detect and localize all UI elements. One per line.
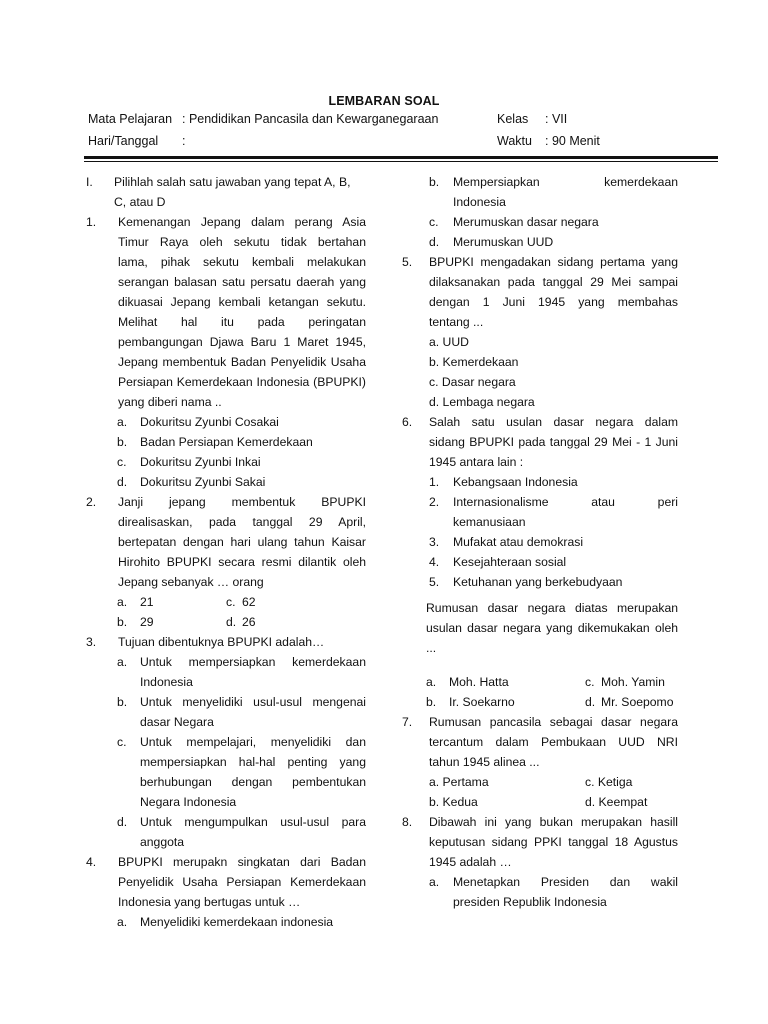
answer-option[interactable]: a. Untuk mempersiapkan kemerdekaan Indonesia (117, 655, 366, 689)
list-item: 2. Internasionalisme atau peri kemanusiaan (429, 495, 678, 529)
question-5: 5. BPUPKI mengadakan sidang pertama yang dilaksanakan pada tanggal 29 Mei sampai dengan 1 Juni 1945 yang membahas tentang ... a. UUD b. Kemerdekaan c. Dasar negara d. Lembaga negara (402, 252, 678, 412)
question-number: 4. (86, 855, 97, 869)
question-7: 7. Rumusan pancasila sebagai dasar negara tercantum dalam Pembukaan UUD NRI tahun 1945 alinea ... a. Pertama c. Ketiga b. Kedua d. Keempat (402, 712, 678, 812)
answer-option[interactable]: a. Dokuritsu Zyunbi Cosakai (117, 415, 279, 429)
question-2: 2. Janji jepang membentuk BPUPKI direalisaskan, pada tanggal 29 April, bertepatan dengan hari ulang tahun Kaisar Hirohito BPUPKI secara resmi dilantik oleh Jepang sebanyak … orang a. 21 c. 62 b. 29 d. 26 (86, 492, 366, 632)
question-8: 8. Dibawah ini yang bukan merupakan hasill keputusan sidang PPKI tanggal 18 Agustus 1945 adalah … a. Menetapkan Presiden dan wakil presiden Republik Indonesia (402, 812, 678, 912)
question-number: 5. (402, 255, 413, 269)
question-number: 1. (86, 215, 97, 229)
answer-option[interactable]: c. Untuk mempelajari, menyelidiki dan mempersiapkan hal-hal penting yang berhubungan dengan pembentukan Negara Indonesia (117, 735, 366, 809)
answer-option[interactable]: b. Mempersiapkan kemerdekaan Indonesia (429, 175, 678, 209)
answer-option-row[interactable]: b. Ir. Soekarno d. Mr. Soepomo (426, 695, 674, 709)
question-number: 8. (402, 815, 413, 829)
answer-option[interactable]: b. Kemerdekaan (429, 355, 519, 369)
answer-option[interactable]: c. Dasar negara (429, 375, 516, 389)
answer-option-row[interactable]: a. Moh. Hatta c. Moh. Yamin (426, 675, 665, 689)
answer-option-row[interactable]: a. Pertama c. Ketiga (429, 775, 633, 789)
subject-label: Mata Pelajaran (88, 112, 173, 126)
left-column (86, 172, 366, 932)
question-4: 4. BPUPKI merupakn singkatan dari Badan Penyelidik Usaha Persiapan Kemerdekaan Indonesia yang bertugas untuk … a. Menyelidiki kemerdekaan indonesia (86, 852, 366, 932)
question-number: 2. (86, 495, 97, 509)
section-number: I. (86, 175, 93, 189)
answer-option-row[interactable]: b. Kedua d. Keempat (429, 795, 648, 809)
question-1: 1. Kemenangan Jepang dalam perang Asia Timur Raya oleh sekutu tidak bertahan lama, pihak sekutu kembali melakukan serangan balasan satu persatu daerah yang dikuasai Jepang kembali ketangan sekutu. Melihat hal itu pada peringatan pembangungan Djawa Baru 1 Maret 1945, Jepang membentuk Badan Penyelidik Usaha Persiapan Kemerdekaan Indonesia (BPUPKI) yang diberi nama .. a. Dokuritsu Zyunbi Cosakai b. Badan Persiapan Kemerdekaan c. Dokuritsu Zyunbi Inkai d. Dokuritsu Zyunbi Sakai (86, 212, 366, 492)
question-4-continued (402, 172, 678, 252)
question-3: 3. Tujuan dibentuknya BPUPKI adalah… a. Untuk mempersiapkan kemerdekaan Indonesia b. Untuk menyelidiki usul-usul mengenai dasar Negara c. Untuk mempelajari, menyelidiki dan mempersiapkan hal-hal penting yang berhubungan dengan pembentukan Negara Indonesia d. Untuk mengumpulkan usul-usul para anggota (86, 632, 366, 852)
date-label: Hari/Tanggal (88, 134, 159, 148)
class-value: : VII (545, 112, 568, 126)
question-number: 3. (86, 635, 97, 649)
answer-option[interactable]: b. Badan Persiapan Kemerdekaan (117, 435, 313, 449)
time-value: : 90 Menit (545, 134, 600, 148)
question-6: 6. Salah satu usulan dasar negara dalam sidang BPUPKI pada tanggal 29 Mei - 1 Juni 1945 antara lain : 1. Kebangsaan Indonesia 2. Internasionalisme atau peri kemanusiaan 3. Mufakat atau demokrasi 4. Kesejahteraan sosial 5. Ketuhanan yang berkebudyaan Rumusan dasar negara diatas merupakan usulan dasar negara yang dikemukakan oleh ... a. Moh. Hatta c. Moh. Yamin b. Ir. Soekarno d. Mr. Soepomo (402, 412, 678, 712)
answer-option-row[interactable]: b. 29 d. 26 (117, 615, 256, 629)
subject-value: : Pendidikan Pancasila dan Kewarganegaraan (182, 112, 439, 126)
answer-option[interactable]: d. Merumuskan UUD (429, 235, 554, 249)
answer-option-row[interactable]: a. 21 c. 62 (117, 595, 256, 609)
answer-option[interactable]: a. Menyelidiki kemerdekaan indonesia (117, 915, 334, 929)
answer-option[interactable]: d. Untuk mengumpulkan usul-usul para anggota (117, 815, 366, 849)
answer-option[interactable]: c. Dokuritsu Zyunbi Inkai (117, 455, 261, 469)
date-value: : (182, 134, 186, 148)
answer-option[interactable]: a. UUD (429, 335, 469, 349)
time-label: Waktu (497, 134, 532, 148)
answer-option[interactable]: c. Merumuskan dasar negara (429, 215, 599, 229)
header-divider-thick (84, 156, 718, 159)
list-item: 5. Ketuhanan yang berkebudyaan (429, 575, 623, 589)
question-number: 7. (402, 715, 413, 729)
list-item: 3. Mufakat atau demokrasi (429, 535, 584, 549)
class-label: Kelas (497, 112, 529, 126)
answer-option[interactable]: d. Lembaga negara (429, 395, 535, 409)
answer-option[interactable]: a. Menetapkan Presiden dan wakil presiden Republik Indonesia (429, 875, 678, 909)
list-item: 4. Kesejahteraan sosial (429, 555, 567, 569)
section-instruction: I. Pilihlah salah satu jawaban yang tepat A, B, C, atau D (86, 172, 366, 212)
right-column (402, 172, 678, 912)
header-divider-thin (84, 161, 718, 162)
question-number: 6. (402, 415, 413, 429)
list-item: 1. Kebangsaan Indonesia (429, 475, 578, 489)
answer-option[interactable]: d. Dokuritsu Zyunbi Sakai (117, 475, 266, 489)
page-title: LEMBARAN SOAL (328, 94, 440, 108)
answer-option[interactable]: b. Untuk menyelidiki usul-usul mengenai dasar Negara (117, 695, 366, 729)
